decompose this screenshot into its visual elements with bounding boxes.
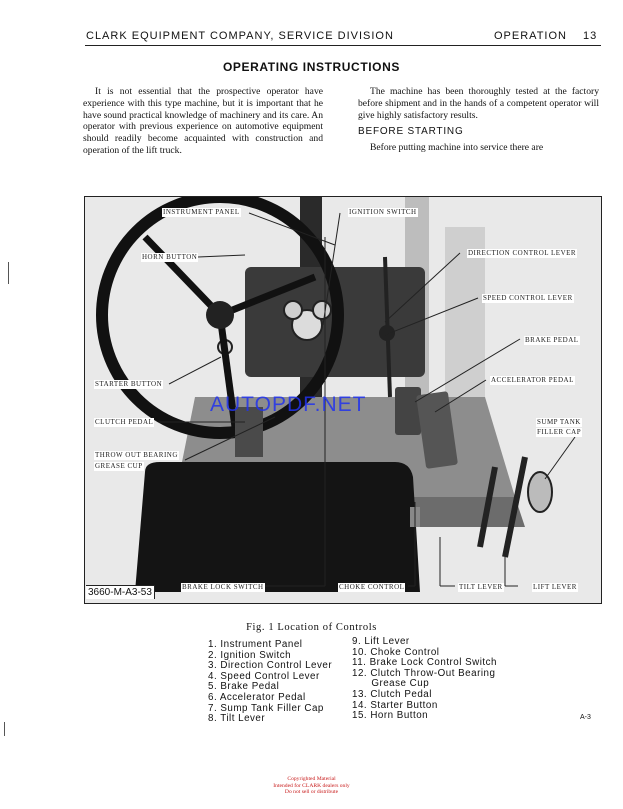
callout-throw-out-bearing: THROW OUT BEARING (95, 451, 178, 459)
list-item: 7. Sump Tank Filler Cap (208, 702, 324, 714)
callout-brake-lock-switch: BRAKE LOCK SWITCH (182, 583, 264, 591)
header-section: OPERATION (494, 30, 567, 42)
before-starting-heading: BEFORE STARTING (358, 126, 464, 138)
list-item: 3. Direction Control Lever (208, 660, 333, 672)
callout-accelerator-pedal: ACCELERATOR PEDAL (491, 376, 574, 384)
footer-line: Copyrighted Material (287, 776, 336, 782)
scan-mark (4, 722, 5, 736)
copyright-footer (0, 776, 623, 796)
callout-clutch-pedal: CLUTCH PEDAL (95, 418, 154, 426)
callout-lift-lever: LIFT LEVER (533, 583, 577, 591)
controls-list-right (352, 637, 497, 722)
callout-horn-button: HORN BUTTON (142, 253, 198, 261)
callout-brake-pedal: BRAKE PEDAL (525, 336, 579, 344)
callout-instrument-panel: INSTRUMENT PANEL (163, 208, 240, 216)
figure-code: 3660-M-A3-53 (86, 585, 155, 599)
list-item: 6. Accelerator Pedal (208, 691, 306, 703)
figure-caption: Fig. 1 Location of Controls (246, 622, 377, 633)
page-number: 13 (583, 30, 598, 42)
list-item: 10. Choke Control (352, 646, 440, 658)
list-item: 14. Starter Button (352, 699, 438, 711)
callout-ignition-switch: IGNITION SWITCH (349, 208, 417, 216)
footer-line: Intended for CLARK dealers only (273, 782, 350, 789)
list-item: 5. Brake Pedal (208, 681, 280, 693)
list-item: Grease Cup (352, 678, 430, 690)
callout-sump-tank: SUMP TANK (537, 418, 581, 426)
page-title: OPERATING INSTRUCTIONS (223, 60, 400, 74)
callout-grease-cup: GREASE CUP (95, 462, 143, 470)
right-column (358, 86, 599, 154)
watermark: AUTOPDF.NET (210, 393, 367, 416)
page-ref: A-3 (580, 714, 591, 721)
callout-tilt-lever: TILT LEVER (459, 583, 503, 591)
list-item: 1. Instrument Panel (208, 639, 303, 650)
callout-choke-control: CHOKE CONTROL (339, 583, 405, 591)
list-item: 8. Tilt Lever (208, 713, 266, 725)
callout-speed-control-lever: SPEED CONTROL LEVER (483, 294, 573, 302)
callout-direction-control-lever: DIRECTION CONTROL LEVER (468, 249, 577, 257)
callout-starter-button: STARTER BUTTON (95, 380, 163, 388)
before-starting-paragraph: Before putting machine into service there are (370, 142, 544, 154)
tested-paragraph: The machine has been thoroughly tested at the factory before shipment and in the hands of a competent operator will give highly satisfactory results. (358, 86, 599, 121)
list-item: 11. Brake Lock Control Switch (352, 657, 498, 669)
callout-filler-cap: FILLER CAP (537, 428, 582, 436)
intro-paragraph: It is not essential that the prospective operator have experience with this type machine, but it is important that he have sound practical knowledge of machinery and its care. An operator with previous experience on automotive equipment should readily become acquainted with construction and operation of the lift truck. (83, 86, 323, 156)
header-rule (85, 45, 601, 46)
controls-list-left (208, 640, 332, 725)
list-item: 4. Speed Control Lever (208, 670, 320, 682)
footer-line: Do not sell or distribute (284, 789, 339, 796)
left-column (83, 86, 323, 157)
list-item: 2. Ignition Switch (208, 649, 292, 661)
header-company: CLARK EQUIPMENT COMPANY, SERVICE DIVISION (86, 30, 394, 42)
list-item: 13. Clutch Pedal (352, 688, 432, 700)
list-item: 12. Clutch Throw-Out Bearing (352, 667, 496, 679)
scan-mark (8, 262, 9, 284)
list-item: 15. Horn Button (352, 710, 429, 722)
list-item: 9. Lift Lever (352, 636, 410, 647)
